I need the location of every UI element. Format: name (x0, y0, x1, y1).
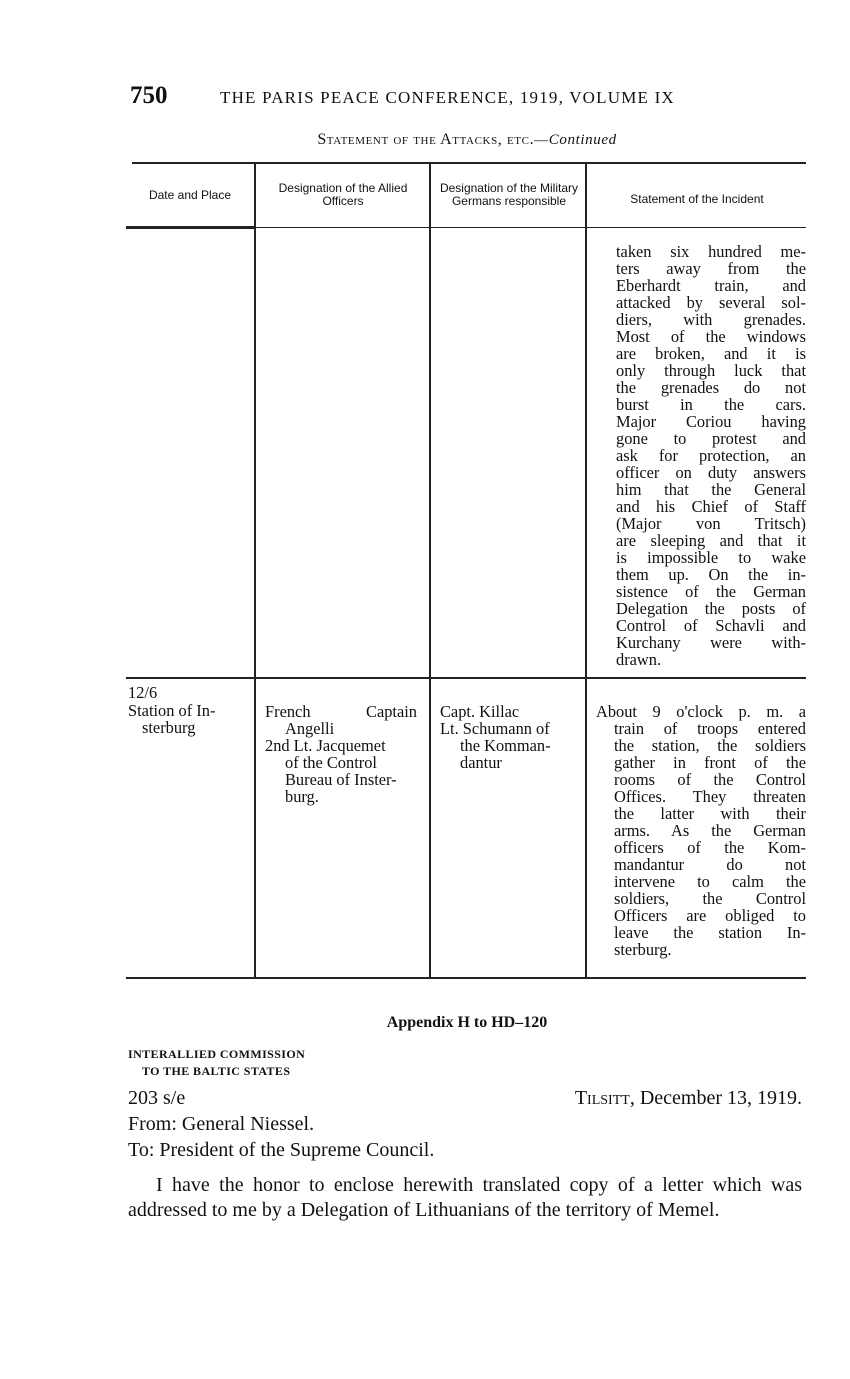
entry-line: Lt. Schumann of (440, 719, 550, 738)
table-bottom-rule (126, 977, 806, 979)
running-title: THE PARIS PEACE CONFERENCE, 1919, VOLUME IX (220, 88, 675, 107)
entry-line: dantur (460, 753, 502, 772)
text-line: taken six hundred me- (616, 242, 806, 261)
text-line: Eberhardt train, and (616, 276, 806, 295)
caption-dash: — (534, 133, 549, 148)
entry (265, 737, 417, 805)
text-line: rooms of the Control (614, 770, 806, 789)
text-line: Major Coriou having (616, 412, 806, 431)
column-header-allied-officers: Designation of the Allied Officers (278, 181, 408, 208)
row2-allied-officers (265, 703, 417, 805)
column-rule-1 (254, 162, 256, 977)
row-divider-rule (126, 677, 806, 679)
text-line: and his Chief of Staff (616, 497, 806, 516)
text-line: (Major von Tritsch) (616, 514, 806, 533)
text-line: drawn. (616, 650, 662, 669)
text-line: sterburg. (614, 940, 672, 959)
entry-line: Angelli (285, 719, 335, 738)
text-line: the latter with their (614, 804, 806, 823)
entry (440, 703, 576, 720)
entry-line: burg. (285, 787, 319, 806)
text-line: burst in the cars. (616, 395, 806, 414)
entry (265, 703, 417, 737)
caption-main: Statement of the Attacks, etc. (317, 131, 535, 148)
entry-line: Bureau of Inster- (285, 770, 397, 789)
text-line: About 9 o'clock p. m. a (596, 702, 806, 721)
text-line: soldiers, the Control (614, 889, 806, 908)
org-line-2: TO THE BALTIC STATES (142, 1064, 291, 1078)
appendix-title: Appendix H to HD–120 (386, 1014, 548, 1031)
entry-line: French Captain (265, 702, 417, 721)
place-name: Tilsitt (574, 1087, 630, 1109)
text-line: train of troops entered (614, 719, 806, 738)
from-line: From: General Niessel. (128, 1113, 315, 1135)
entry-line: of the Control (285, 753, 377, 772)
text-line: officers of the Kom- (614, 838, 806, 857)
column-header-german-military: Designation of the Military Germans responsible (439, 181, 579, 208)
text-line: sistence of the German (616, 582, 806, 601)
text-line: ask for protection, an (616, 446, 806, 465)
text-line: them up. On the in- (616, 565, 806, 584)
entry-line: Capt. Killac (440, 702, 520, 721)
text-line: are sleeping and that it (616, 531, 806, 550)
text-line: arms. As the German (614, 821, 806, 840)
column-rule-3 (585, 162, 587, 977)
row1-incident-text (616, 243, 806, 668)
text-line: Most of the windows (616, 327, 806, 346)
text-line: officer on duty answers (616, 463, 806, 482)
entry-line: 2nd Lt. Jacquemet (265, 736, 386, 755)
text-line: Officers are obliged to (614, 906, 806, 925)
text-line: only through luck that (616, 361, 806, 380)
column-header-incident: Statement of the Incident (630, 191, 764, 206)
text-line: the grenades do not (616, 378, 806, 397)
text-line: the station, the soldiers (614, 736, 806, 755)
text-line: leave the station In- (614, 923, 806, 942)
running-header (130, 82, 810, 116)
header-bottom-rule-thick (126, 226, 254, 229)
text-line: is impossible to wake (616, 548, 806, 567)
text-line: are broken, and it is (616, 344, 806, 363)
text-line: Offices. They threaten (614, 787, 806, 806)
incident-table (126, 162, 806, 980)
to-line: To: President of the Supreme Council. (128, 1139, 435, 1161)
entry (440, 720, 576, 771)
caption-continued: Continued (548, 132, 617, 148)
text-line: Kurchany were with- (616, 633, 806, 652)
row2-german-officers (440, 703, 576, 771)
text-line: Delegation the posts of (616, 599, 806, 618)
column-rule-2 (429, 162, 431, 977)
org-line-1: INTERALLIED COMMISSION (128, 1047, 306, 1061)
column-header-date-place: Date and Place (148, 187, 232, 202)
page-number: 750 (130, 82, 168, 109)
place-date-line (575, 1087, 802, 1110)
place-line: sterburg (142, 718, 196, 737)
text-line: intervene to calm the (614, 872, 806, 891)
row2-place (128, 702, 252, 736)
text-line: him that the General (616, 480, 806, 499)
text-line: diers, with grenades. (616, 310, 806, 329)
text-line: gone to protest and (616, 429, 806, 448)
letter-body: I have the honor to enclose herewith translated copy of a letter which was addressed to me by a Delegation of Lithuanians of the territory of Memel. (128, 1174, 802, 1221)
entry-line: the Komman- (460, 736, 551, 755)
place-line: Station of In- (128, 701, 216, 720)
text-line: gather in front of the (614, 753, 806, 772)
table-caption (127, 131, 807, 149)
organization-block (128, 1046, 305, 1080)
row2-date: 12/6 (128, 683, 158, 702)
reference-number: 203 s/e (128, 1087, 186, 1109)
row2-incident-text (596, 703, 806, 958)
text-line: attacked by several sol- (616, 293, 806, 312)
text-line: mandantur do not (614, 855, 806, 874)
text-line: Control of Schavli and (616, 616, 806, 635)
text-line: ters away from the (616, 259, 806, 278)
letter-date: , December 13, 1919. (629, 1087, 802, 1109)
